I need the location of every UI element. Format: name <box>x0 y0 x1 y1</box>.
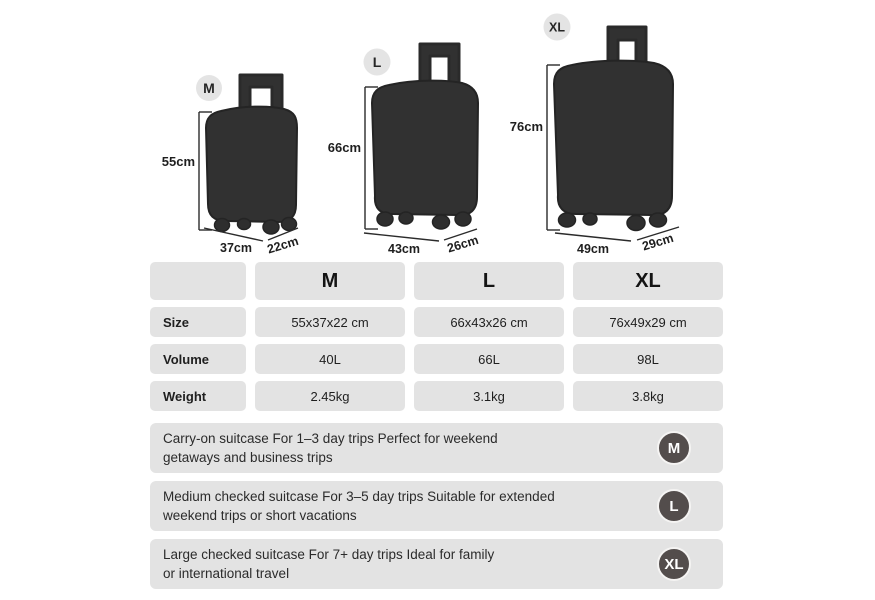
suitcase-m-wheel <box>215 219 230 232</box>
weight-value-l: 3.1kg <box>414 381 564 411</box>
size-comparison-diagram <box>0 0 875 258</box>
size-row-label: Size <box>150 307 246 337</box>
xl-width-line <box>555 233 631 241</box>
xl-depth-label: 29cm <box>640 230 676 254</box>
suitcase-l-body <box>372 81 478 215</box>
weight-row-label: Weight <box>150 381 246 411</box>
description-text-xl: Large checked suitcase For 7+ day trips Ideal for family or international travel <box>163 546 495 581</box>
m-depth-label: 22cm <box>265 233 301 257</box>
suitcase-m-wheel <box>238 219 251 230</box>
volume-value-l: 66L <box>414 344 564 374</box>
table-corner-cell <box>150 262 246 300</box>
description-row-xl <box>150 539 723 589</box>
suitcase-m-wheel <box>282 218 297 231</box>
description-badge-xl: XL <box>657 547 691 581</box>
xl-size-badge-label: XL <box>549 20 565 35</box>
suitcase-xl-wheel <box>583 213 597 225</box>
suitcase-m-wheel <box>263 220 279 234</box>
volume-value-m: 40L <box>255 344 405 374</box>
description-text-l: Medium checked suitcase For 3–5 day trips Suitable for extended weekend trips or short vacations <box>163 488 555 523</box>
suitcase-l-wheel <box>433 215 450 229</box>
description-row-m <box>150 423 723 473</box>
m-size-badge-label: M <box>203 80 215 96</box>
xl-width-label: 49cm <box>577 242 609 256</box>
suitcase-xl-wheel <box>627 216 645 231</box>
weight-value-m: 2.45kg <box>255 381 405 411</box>
suitcase-m-body <box>206 107 297 222</box>
suitcase-xl-wheel <box>650 213 667 227</box>
m-height-label: 55cm <box>161 154 195 169</box>
suitcase-xl-body <box>554 61 673 215</box>
suitcase-xl-group <box>510 14 679 257</box>
volume-row-label: Volume <box>150 344 246 374</box>
size-value-l: 66x43x26 cm <box>414 307 564 337</box>
l-height-label: 66cm <box>327 140 361 155</box>
xl-height-label: 76cm <box>509 119 543 134</box>
volume-value-xl: 98L <box>573 344 723 374</box>
description-badge-m: M <box>657 431 691 465</box>
m-width-line <box>204 228 263 241</box>
description-badge-l: L <box>657 489 691 523</box>
suitcase-l-group <box>328 44 480 256</box>
table-header-l: L <box>414 262 564 300</box>
weight-value-xl: 3.8kg <box>573 381 723 411</box>
suitcase-l-wheel <box>399 212 413 224</box>
l-depth-label: 26cm <box>445 232 481 256</box>
description-row-l <box>150 481 723 531</box>
spec-table <box>150 262 723 411</box>
suitcase-m-group <box>162 75 300 257</box>
suitcase-l-wheel <box>455 212 471 226</box>
suitcase-l-wheel <box>377 212 393 226</box>
table-header-m: M <box>255 262 405 300</box>
l-width-line <box>364 233 439 241</box>
table-header-xl: XL <box>573 262 723 300</box>
m-width-label: 37cm <box>220 241 252 255</box>
suitcase-xl-wheel <box>559 213 576 227</box>
description-text-m: Carry-on suitcase For 1–3 day trips Perfect for weekend getaways and business trips <box>163 430 498 465</box>
l-width-label: 43cm <box>388 242 420 256</box>
l-size-badge-label: L <box>372 54 382 70</box>
size-value-m: 55x37x22 cm <box>255 307 405 337</box>
size-value-xl: 76x49x29 cm <box>573 307 723 337</box>
